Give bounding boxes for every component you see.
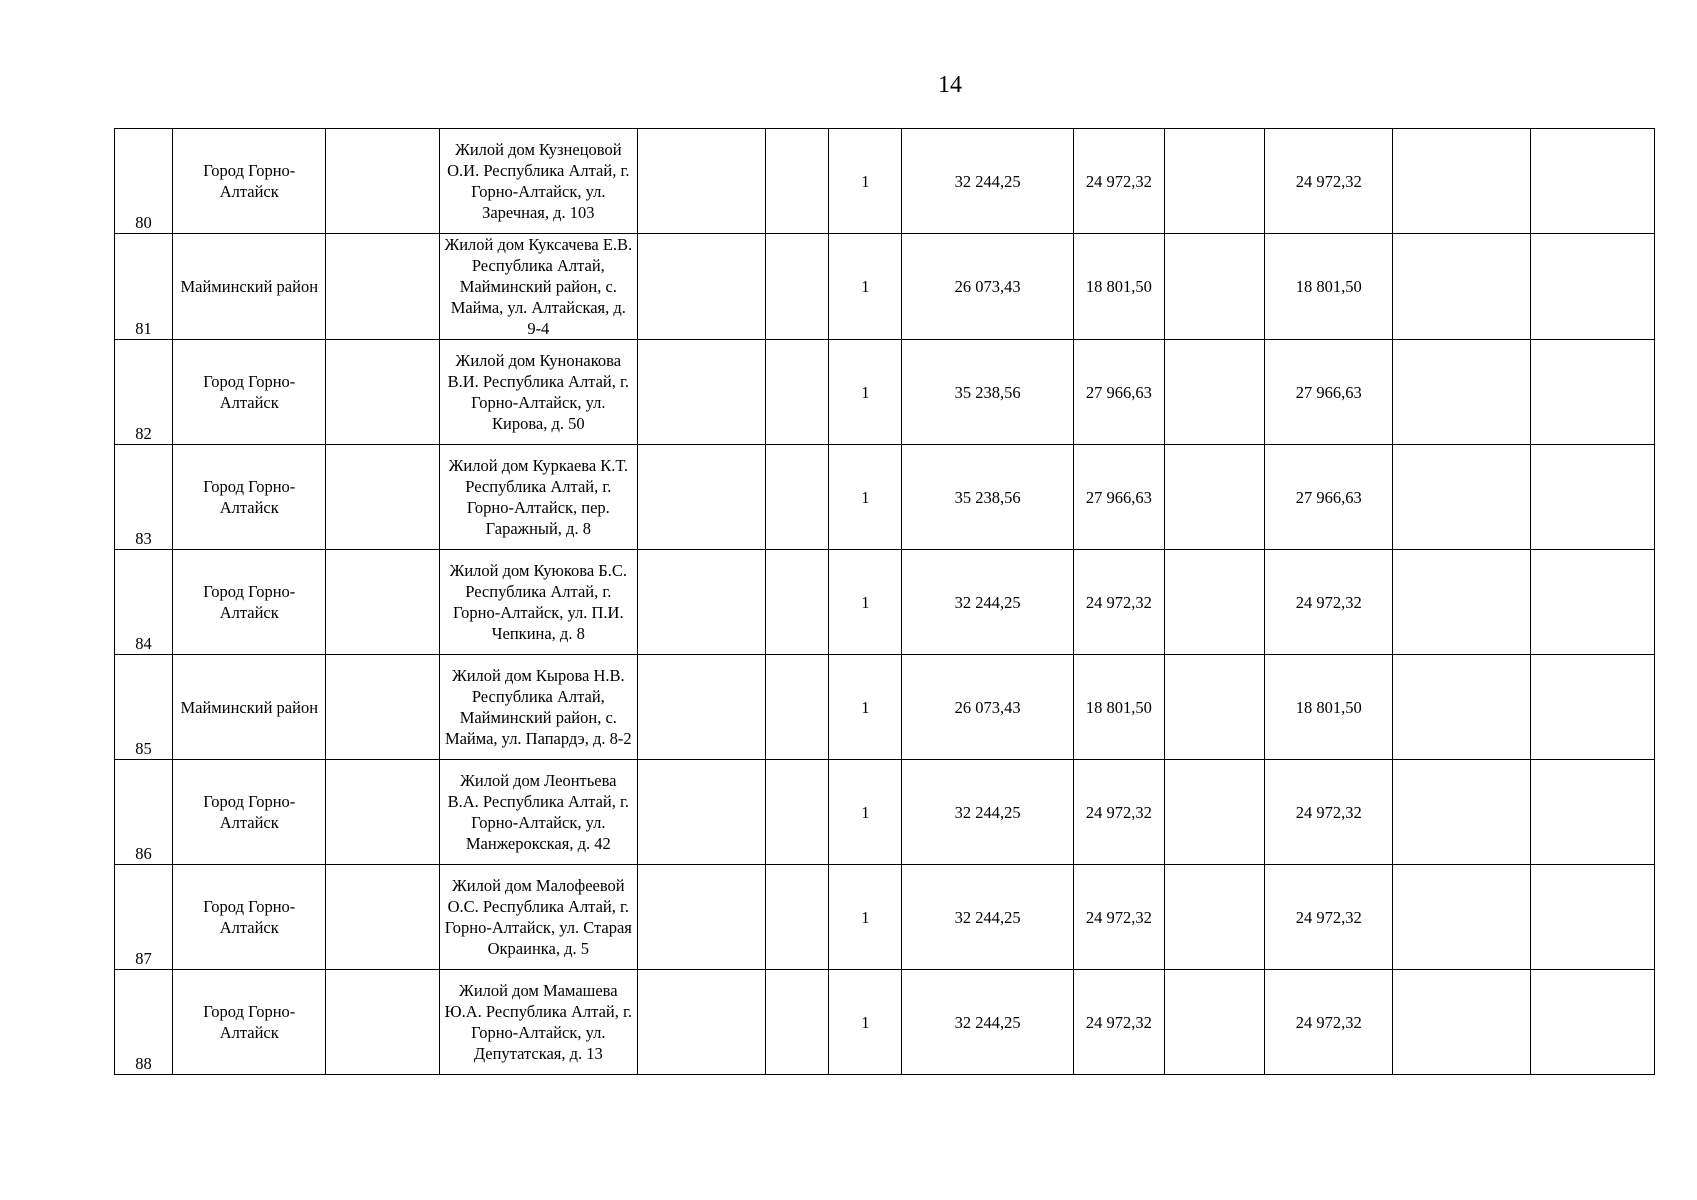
row-number-cell: 81 — [115, 234, 173, 340]
amount-total-cell: 18 801,50 — [1265, 655, 1393, 760]
empty-cell — [766, 550, 829, 655]
empty-cell — [326, 550, 439, 655]
empty-cell — [766, 970, 829, 1075]
amount-total-cell: 18 801,50 — [1265, 234, 1393, 340]
empty-cell — [638, 865, 766, 970]
empty-cell — [1393, 550, 1530, 655]
amount-narrow-cell: 24 972,32 — [1073, 970, 1164, 1075]
amount-cell: 32 244,25 — [902, 550, 1073, 655]
amount-cell: 32 244,25 — [902, 129, 1073, 234]
empty-cell — [1164, 550, 1264, 655]
quantity-cell: 1 — [829, 340, 902, 445]
empty-cell — [1164, 760, 1264, 865]
amount-cell: 35 238,56 — [902, 340, 1073, 445]
empty-cell — [1393, 655, 1530, 760]
district-cell: Майминский район — [173, 655, 326, 760]
amount-narrow-cell: 27 966,63 — [1073, 340, 1164, 445]
empty-cell — [1393, 865, 1530, 970]
empty-cell — [1393, 760, 1530, 865]
quantity-cell: 1 — [829, 760, 902, 865]
district-cell: Город Горно-Алтайск — [173, 445, 326, 550]
amount-total-cell: 27 966,63 — [1265, 445, 1393, 550]
quantity-cell: 1 — [829, 550, 902, 655]
row-number-cell: 85 — [115, 655, 173, 760]
empty-cell — [1530, 760, 1654, 865]
empty-cell — [1530, 865, 1654, 970]
row-number-cell: 80 — [115, 129, 173, 234]
empty-cell — [1530, 340, 1654, 445]
empty-cell — [766, 445, 829, 550]
district-cell: Город Горно-Алтайск — [173, 760, 326, 865]
empty-cell — [326, 865, 439, 970]
address-cell: Жилой дом Леонтьева В.А. Республика Алтай, г. Горно-Алтайск, ул. Манжерокская, д. 42 — [439, 760, 637, 865]
empty-cell — [1164, 234, 1264, 340]
amount-total-cell: 24 972,32 — [1265, 760, 1393, 865]
row-number-cell: 82 — [115, 340, 173, 445]
quantity-cell: 1 — [829, 445, 902, 550]
row-number-cell: 84 — [115, 550, 173, 655]
address-cell: Жилой дом Кузнецовой О.И. Республика Алтай, г. Горно-Алтайск, ул. Заречная, д. 103 — [439, 129, 637, 234]
address-cell: Жилой дом Куркаева К.Т. Республика Алтай, г. Горно-Алтайск, пер. Гаражный, д. 8 — [439, 445, 637, 550]
amount-narrow-cell: 18 801,50 — [1073, 234, 1164, 340]
quantity-cell: 1 — [829, 234, 902, 340]
empty-cell — [638, 970, 766, 1075]
table-row — [115, 234, 1655, 340]
amount-total-cell: 24 972,32 — [1265, 865, 1393, 970]
address-cell: Жилой дом Мамашева Ю.А. Республика Алтай, г. Горно-Алтайск, ул. Депутатская, д. 13 — [439, 970, 637, 1075]
address-cell: Жилой дом Куюкова Б.С. Республика Алтай, г. Горно-Алтайск, ул. П.И. Чепкина, д. 8 — [439, 550, 637, 655]
amount-total-cell: 24 972,32 — [1265, 970, 1393, 1075]
empty-cell — [1393, 340, 1530, 445]
amount-cell: 26 073,43 — [902, 234, 1073, 340]
empty-cell — [1164, 445, 1264, 550]
empty-cell — [1530, 970, 1654, 1075]
address-cell: Жилой дом Куксачева Е.В. Республика Алтай, Майминский район, с. Майма, ул. Алтайская, д. 9-4 — [439, 234, 637, 340]
empty-cell — [766, 234, 829, 340]
empty-cell — [638, 340, 766, 445]
empty-cell — [638, 234, 766, 340]
empty-cell — [638, 445, 766, 550]
empty-cell — [1164, 865, 1264, 970]
quantity-cell: 1 — [829, 970, 902, 1075]
amount-narrow-cell: 18 801,50 — [1073, 655, 1164, 760]
empty-cell — [1530, 655, 1654, 760]
empty-cell — [1530, 129, 1654, 234]
empty-cell — [1530, 445, 1654, 550]
quantity-cell: 1 — [829, 865, 902, 970]
table-row — [115, 760, 1655, 865]
table-row — [115, 865, 1655, 970]
table-body — [115, 129, 1655, 1075]
address-cell: Жилой дом Кунонакова В.И. Республика Алтай, г. Горно-Алтайск, ул. Кирова, д. 50 — [439, 340, 637, 445]
empty-cell — [638, 655, 766, 760]
amount-cell: 32 244,25 — [902, 970, 1073, 1075]
empty-cell — [326, 234, 439, 340]
empty-cell — [326, 445, 439, 550]
district-cell: Город Горно-Алтайск — [173, 865, 326, 970]
district-cell: Город Горно-Алтайск — [173, 550, 326, 655]
district-cell: Майминский район — [173, 234, 326, 340]
district-cell: Город Горно-Алтайск — [173, 129, 326, 234]
empty-cell — [1530, 234, 1654, 340]
district-cell: Город Горно-Алтайск — [173, 970, 326, 1075]
address-cell: Жилой дом Малофеевой О.С. Республика Алтай, г. Горно-Алтайск, ул. Старая Окраинка, д. 5 — [439, 865, 637, 970]
empty-cell — [1393, 445, 1530, 550]
empty-cell — [326, 340, 439, 445]
amount-narrow-cell: 24 972,32 — [1073, 760, 1164, 865]
table-row — [115, 445, 1655, 550]
empty-cell — [1393, 970, 1530, 1075]
amount-cell: 32 244,25 — [902, 865, 1073, 970]
amount-cell: 26 073,43 — [902, 655, 1073, 760]
empty-cell — [766, 865, 829, 970]
empty-cell — [1164, 129, 1264, 234]
table-row — [115, 550, 1655, 655]
housing-table — [114, 128, 1655, 1075]
table-row — [115, 129, 1655, 234]
empty-cell — [1393, 129, 1530, 234]
table-row — [115, 340, 1655, 445]
amount-cell: 35 238,56 — [902, 445, 1073, 550]
empty-cell — [638, 129, 766, 234]
row-number-cell: 88 — [115, 970, 173, 1075]
quantity-cell: 1 — [829, 129, 902, 234]
amount-total-cell: 24 972,32 — [1265, 129, 1393, 234]
table-row — [115, 970, 1655, 1075]
row-number-cell: 83 — [115, 445, 173, 550]
empty-cell — [326, 655, 439, 760]
amount-cell: 32 244,25 — [902, 760, 1073, 865]
district-cell: Город Горно-Алтайск — [173, 340, 326, 445]
row-number-cell: 86 — [115, 760, 173, 865]
empty-cell — [638, 550, 766, 655]
table-row — [115, 655, 1655, 760]
empty-cell — [1530, 550, 1654, 655]
empty-cell — [766, 655, 829, 760]
empty-cell — [326, 129, 439, 234]
quantity-cell: 1 — [829, 655, 902, 760]
empty-cell — [766, 760, 829, 865]
page-number: 14 — [938, 72, 962, 98]
empty-cell — [326, 760, 439, 865]
amount-narrow-cell: 24 972,32 — [1073, 550, 1164, 655]
empty-cell — [1164, 970, 1264, 1075]
amount-narrow-cell: 24 972,32 — [1073, 129, 1164, 234]
empty-cell — [326, 970, 439, 1075]
empty-cell — [638, 760, 766, 865]
empty-cell — [1164, 340, 1264, 445]
address-cell: Жилой дом Кырова Н.В. Республика Алтай, Майминский район, с. Майма, ул. Папардэ, д. 8-2 — [439, 655, 637, 760]
empty-cell — [1393, 234, 1530, 340]
empty-cell — [766, 129, 829, 234]
amount-total-cell: 27 966,63 — [1265, 340, 1393, 445]
row-number-cell: 87 — [115, 865, 173, 970]
amount-total-cell: 24 972,32 — [1265, 550, 1393, 655]
amount-narrow-cell: 24 972,32 — [1073, 865, 1164, 970]
amount-narrow-cell: 27 966,63 — [1073, 445, 1164, 550]
empty-cell — [766, 340, 829, 445]
empty-cell — [1164, 655, 1264, 760]
